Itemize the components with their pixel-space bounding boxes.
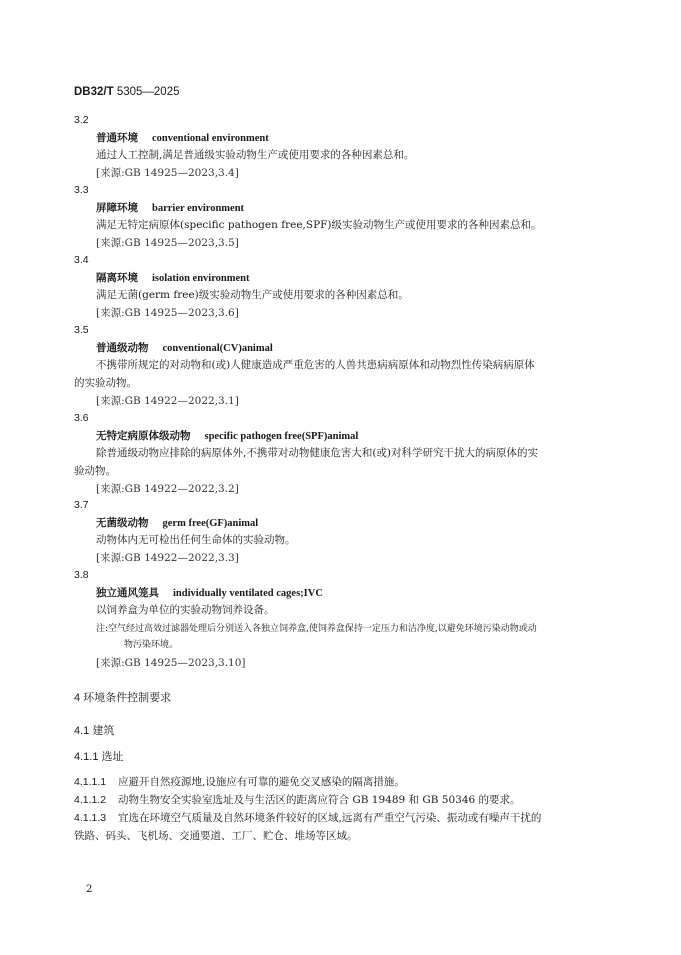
term-definition: 满足无特定病原体(specific pathogen free,SPF)级实验动物生产或使用要求的各种因素总和。 <box>96 219 542 231</box>
term-number: 3.4 <box>74 254 89 266</box>
section-heading: 4 环境条件控制要求 <box>74 692 172 704</box>
term-definition: 除普通级动物应排除的病原体外,不携带对动物健康危害大和(或)对科学研究干扰大的病原体的实 <box>96 447 539 459</box>
term-source: [来源:GB 14922—2022,3.1] <box>96 395 239 407</box>
term-source: [来源:GB 14925—2023,3.4] <box>96 167 239 179</box>
term-en: specific pathogen free(SPF)animal <box>204 431 359 442</box>
clause <box>74 792 521 807</box>
subsubsection-heading: 4.1.1 选址 <box>74 751 124 763</box>
term-number: 3.6 <box>74 412 89 424</box>
term-definition: 不携带所规定的对动物和(或)人健康造成严重危害的人兽共患病病原体和动物烈性传染病病原体 <box>96 359 535 371</box>
term-title <box>96 270 250 285</box>
term-zh: 普通级动物 <box>96 342 149 354</box>
term-definition-continued: 的实验动物。 <box>74 377 137 389</box>
term-number: 3.5 <box>74 324 89 336</box>
term-definition-continued: 验动物。 <box>74 465 116 477</box>
clause-number: 4.1.1.3 <box>74 812 107 824</box>
term-note: 注:空气经过高效过滤器处理后分别送入各独立饲养盒,使饲养盒保持一定压力和洁净度,以避免环境污染动物或动 <box>96 624 537 634</box>
term-number: 3.3 <box>74 184 89 196</box>
term-zh: 独立通风笼具 <box>96 587 159 599</box>
clause-continued: 铁路、码头、飞机场、交通要道、工厂、贮仓、堆场等区域。 <box>74 830 358 842</box>
term-en: germ free(GF)animal <box>162 518 259 529</box>
term-definition: 满足无菌(germ free)级实验动物生产或使用要求的各种因素总和。 <box>96 289 409 301</box>
page-number: 2 <box>86 884 93 895</box>
term-zh: 普通环境 <box>96 132 138 144</box>
term-title <box>96 200 244 215</box>
term-source: [来源:GB 14925—2023,3.6] <box>96 307 239 319</box>
term-definition: 以饲养盒为单位的实验动物饲养设备。 <box>96 604 275 616</box>
term-zh: 无特定病原体级动物 <box>96 430 191 442</box>
clause-number: 4.1.1.1 <box>74 776 107 788</box>
term-source: [来源:GB 14925—2023,3.5] <box>96 237 239 249</box>
clause-text: 应避开自然疫源地,设施应有可靠的避免交叉感染的隔离措施。 <box>118 776 405 788</box>
term-title <box>96 585 323 600</box>
clause-text: 动物生物安全实验室选址及与生活区的距离应符合 GB 19489 和 GB 50346 的要求。 <box>118 794 521 806</box>
term-en: individually ventilated cages;IVC <box>173 588 323 599</box>
term-number: 3.7 <box>74 499 89 511</box>
term-number: 3.2 <box>74 114 89 126</box>
term-definition: 动物体内无可检出任何生命体的实验动物。 <box>96 534 296 546</box>
term-note-continued: 物污染环境。 <box>124 640 179 650</box>
term-en: isolation environment <box>152 273 250 284</box>
standard-number: 5305—2025 <box>116 86 180 98</box>
term-source: [来源:GB 14925—2023,3.10] <box>96 657 246 669</box>
term-en: conventional(CV)animal <box>162 343 273 354</box>
term-title <box>96 515 258 530</box>
term-en: barrier environment <box>152 203 245 214</box>
standard-header <box>74 86 180 98</box>
clause-text: 宜选在环境空气质量及自然环境条件较好的区域,远离有严重空气污染、振动或有噪声干扰的 <box>118 812 542 824</box>
term-zh: 屏障环境 <box>96 202 138 214</box>
clause <box>74 774 405 789</box>
term-title <box>96 340 273 355</box>
term-en: conventional environment <box>152 133 269 144</box>
term-source: [来源:GB 14922—2022,3.2] <box>96 483 239 495</box>
term-definition: 通过人工控制,满足普通级实验动物生产或使用要求的各种因素总和。 <box>96 149 415 161</box>
standard-code: DB32/T <box>74 86 114 98</box>
term-title <box>96 130 269 145</box>
clause-number: 4.1.1.2 <box>74 794 107 806</box>
clause <box>74 810 541 825</box>
term-source: [来源:GB 14922—2022,3.3] <box>96 552 239 564</box>
subsection-heading: 4.1 建筑 <box>74 725 115 737</box>
term-zh: 无菌级动物 <box>96 517 149 529</box>
term-zh: 隔离环境 <box>96 272 138 284</box>
term-number: 3.8 <box>74 569 89 581</box>
term-title <box>96 428 358 443</box>
